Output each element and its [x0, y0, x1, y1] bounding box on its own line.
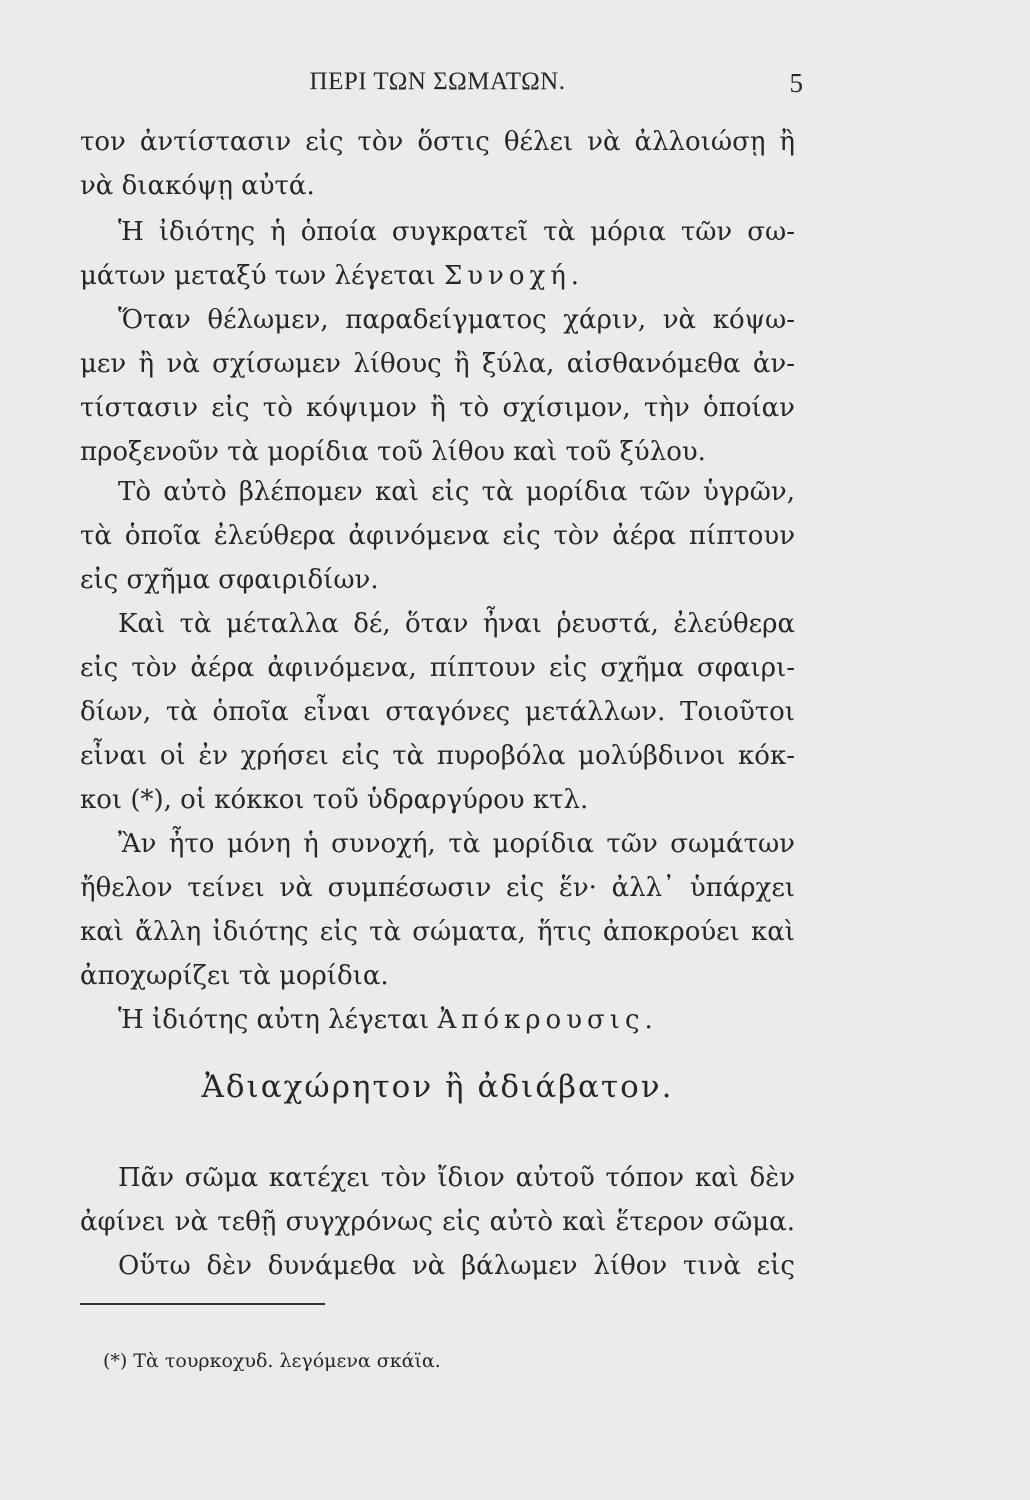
text-segment: Ἡ ἰδιότης αὐτη λέγεται — [118, 1005, 430, 1035]
footnote-rule — [80, 1303, 325, 1305]
text-line: Οὕτω δὲν δυνάμεθα νὰ βάλωμεν λίθον τινὰ εἰς — [118, 1251, 795, 1281]
text-line: εἰς σχῆμα σφαιριδίων. — [80, 565, 379, 595]
text-line — [118, 998, 795, 1042]
text-line: Πᾶν σῶμα κατέχει τὸν ἴδιον αὐτοῦ τόπον καὶ δὲν — [118, 1163, 795, 1193]
running-head: ΠΕΡΙ ΤΩΝ ΣΩΜΑΤΩΝ. — [309, 68, 566, 95]
section-title: Ἀδιαχώρητον ἢ ἀδιάβατον. — [201, 1069, 674, 1105]
text-line: Καὶ τὰ μέταλλα δέ, ὅταν ἦναι ῥευστά, ἐλεύθερα — [118, 609, 795, 639]
page-number: 5 — [789, 68, 803, 98]
text-line: ἀποχωρίζει τὰ μορίδια. — [80, 961, 389, 991]
text-line: καὶ ἄλλη ἰδιότης εἰς τὰ σώματα, ἥτις ἀποκρούει καὶ — [80, 917, 795, 947]
text-line: Ἡ ἰδιότης ἡ ὁποία συγκρατεῖ τὰ μόρια τῶν σω- — [118, 217, 795, 247]
term-synochi: Συνοχή. — [443, 261, 585, 291]
text-line: Ἂν ἦτο μόνη ἡ συνοχή, τὰ μορίδια τῶν σωμάτων — [118, 829, 795, 859]
text-line: τον ἀντίστασιν εἰς τὸν ὅστις θέλει νὰ ἀλλοιώσῃ ἢ — [80, 127, 795, 157]
text-line: Ὅταν θέλωμεν, παραδείγματος χάριν, νὰ κόψω- — [118, 305, 795, 335]
text-line: δίων, τὰ ὁποῖα εἶναι σταγόνες μετάλλων. Τοιοῦτοι — [80, 697, 795, 727]
text-line — [80, 254, 795, 298]
text-line: τὰ ὁποῖα ἐλεύθερα ἀφινόμενα εἰς τὸν ἀέρα πίπτουν — [80, 521, 795, 551]
text-line: προξενοῦν τὰ μορίδια τοῦ λίθου καὶ τοῦ ξύλου. — [80, 437, 706, 467]
text-line: τίστασιν εἰς τὸ κόψιμον ἢ τὸ σχίσιμον, τὴν ὁποίαν — [80, 393, 795, 423]
term-apokrousis: Ἀπόκρουσις. — [437, 1005, 658, 1035]
text-segment: μάτων μεταξύ των λέγεται — [80, 261, 436, 291]
text-line: εἶναι οἱ ἐν χρήσει εἰς τὰ πυροβόλα μολύβδινοι κόκ- — [80, 741, 795, 771]
page-header — [80, 64, 803, 104]
text-line: ἤθελον τείνει νὰ συμπέσωσιν εἰς ἕν· ἀλλ᾽ ὑπάρχει — [80, 873, 795, 903]
text-line: ἀφίνει νὰ τεθῇ συγχρόνως εἰς αὐτὸ καὶ ἕτερον σῶμα. — [80, 1207, 795, 1237]
text-line: Τὸ αὐτὸ βλέπομεν καὶ εἰς τὰ μορίδια τῶν ὑγρῶν, — [118, 477, 795, 507]
text-line: μεν ἢ νὰ σχίσωμεν λίθους ἢ ξύλα, αἰσθανόμεθα ἀν- — [80, 349, 795, 379]
text-line: κοι (*), οἱ κόκκοι τοῦ ὑδραργύρου κτλ. — [80, 785, 589, 815]
footnote: (*) Τὰ τουρκοχυδ. λεγόμενα σκάϊα. — [103, 1350, 441, 1372]
text-line: νὰ διακόψῃ αὐτά. — [80, 171, 315, 201]
text-line: εἰς τὸν ἀέρα ἀφινόμενα, πίπτουν εἰς σχῆμα σφαιρι- — [80, 653, 795, 683]
